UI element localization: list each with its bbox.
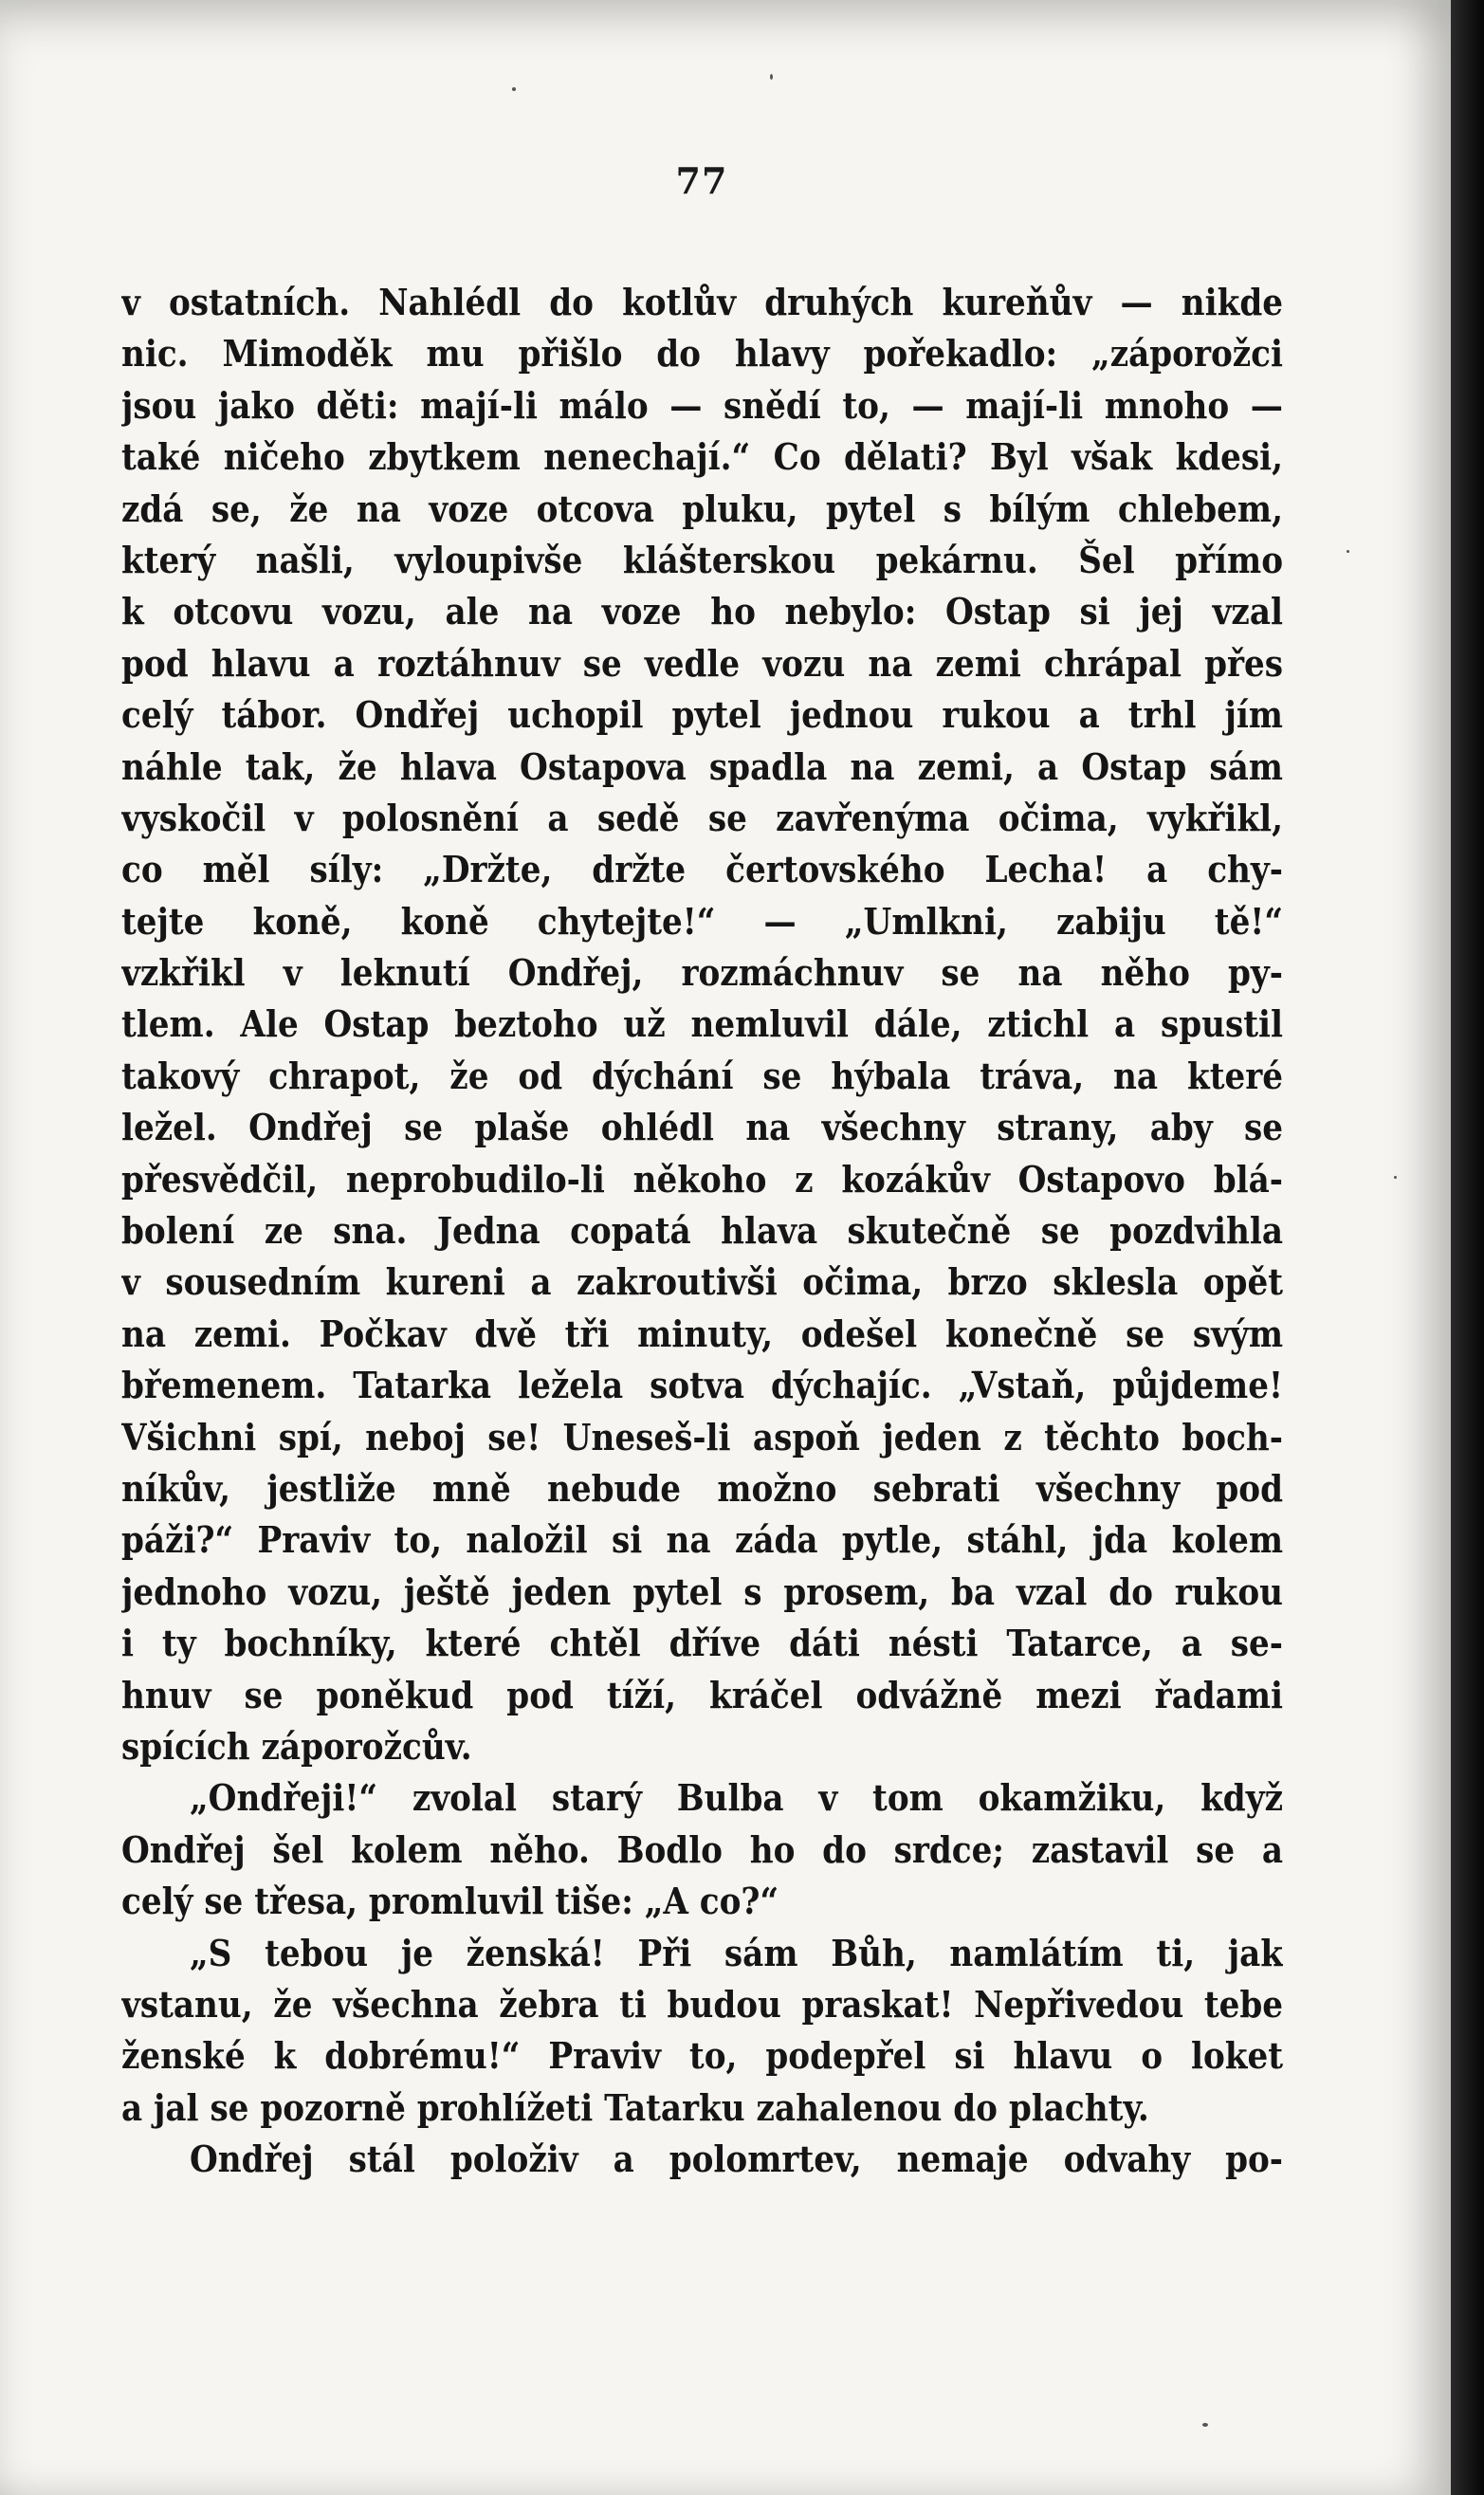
paper-speck [770,74,773,80]
page-edge-shadow [1451,0,1484,2495]
text-line: co měl síly: „Držte, držte čertovského Lecha! a chy- [121,848,1283,891]
text-line: jednoho vozu, ještě jeden pytel s prosem, ba vzal do rukou [121,1569,1283,1613]
text-line: i ty bochníky, které chtěl dříve dáti nésti Tatarce, a se- [121,1622,1283,1665]
text-line: takový chrapot, že od dýchání se hýbala tráva, na které [121,1054,1283,1097]
text-line: ženské k dobrému!“ Praviv to, podepřel si hlavu o loket [121,2034,1283,2078]
text-line: vyskočil v polosnění a sedě se zavřenýma očima, vykřikl, [121,796,1283,839]
text-line: vstanu, že všechna žebra ti budou praskat! Nepřivedou tebe [121,1982,1283,2026]
text-line: pod hlavu a roztáhnuv se vedle vozu na zemi chrápal přes [121,641,1283,685]
text-line: také ničeho zbytkem nenechají.“ Co dělati? Byl však kdesi, [121,435,1283,479]
text-line: k otcovu vozu, ale na voze ho nebylo: Ostap si jej vzal [121,590,1283,633]
text-line: Všichni spí, neboj se! Uneseš-li aspoň jeden z těchto boch- [121,1415,1283,1458]
text-line: celý tábor. Ondřej uchopil pytel jednou rukou a trhl jím [121,693,1283,737]
text-line: bolení ze sna. Jedna copatá hlava skutečně se pozdvihla [121,1209,1283,1253]
text-line: tejte koně, koně chytejte!“ — „Umlkni, zabiju tě!“ [121,899,1283,943]
text-line: v sousedním kureni a zakroutivši očima, brzo sklesla opět [121,1260,1283,1304]
text-line: náhle tak, že hlava Ostapova spadla na zemi, a Ostap sám [121,744,1283,788]
body-text [121,277,1283,2185]
text-line: Ondřej šel kolem něho. Bodlo ho do srdce; zastavil se a [121,1827,1283,1871]
text-line: vzkřikl v leknutí Ondřej, rozmáchnuv se na něho py- [121,951,1283,995]
text-line: „S tebou je ženská! Při sám Bůh, namlátím ti, jak [190,1931,1283,1974]
paper-speck [1347,550,1349,553]
text-line: břemenem. Tatarka ležela sotva dýchajíc. „Vstaň, půjdeme! [121,1364,1283,1407]
text-line: v ostatních. Nahlédl do kotlův druhých kureňův — nikde [121,281,1283,323]
text-line: celý se třesa, promluvil tiše: „A co?“ [121,1880,779,1923]
text-line: který našli, vyloupivše klášterskou pekárnu. Šel přímo [121,538,1283,581]
text-line: a jal se pozorně prohlížeti Tatarku zahalenou do plachty. [121,2085,1149,2129]
text-line: jsou jako děti: mají-li málo — snědí to, — mají-li mnoho — [121,383,1283,427]
text-line: níkův, jestliže mně nebude možno sebrati všechny pod [121,1466,1283,1510]
text-line: na zemi. Počkav dvě tři minuty, odešel konečně se svým [121,1312,1283,1355]
text-line: spících záporožcův. [121,1724,472,1768]
text-line: přesvědčil, neprobudilo-li někoho z kozákův Ostapovo blá- [121,1157,1283,1201]
paper-speck [512,87,516,91]
paper-speck [1394,1176,1397,1179]
page-number: 77 [675,159,728,202]
text-line: „Ondřeji!“ zvolal starý Bulba v tom okamžiku, když [190,1776,1283,1820]
text-line: hnuv se poněkud pod tíží, kráčel odvážně mezi řadami [121,1673,1283,1716]
text-line: ležel. Ondřej se plaše ohlédl na všechny strany, aby se [121,1106,1283,1149]
text-line: tlem. Ale Ostap beztoho už nemluvil dále, ztichl a spustil [121,1002,1283,1046]
text-line: páži?“ Praviv to, naložil si na záda pytle, stáhl, jda kolem [121,1518,1283,1562]
text-line: Ondřej stál položiv a polomrtev, nemaje odvahy po- [190,2137,1283,2181]
text-line: nic. Mimoděk mu přišlo do hlavy pořekadlo: „záporožci [121,332,1283,376]
paper-speck [1202,2423,1208,2427]
text-line: zdá se, že na voze otcova pluku, pytel s bílým chlebem, [121,486,1283,530]
